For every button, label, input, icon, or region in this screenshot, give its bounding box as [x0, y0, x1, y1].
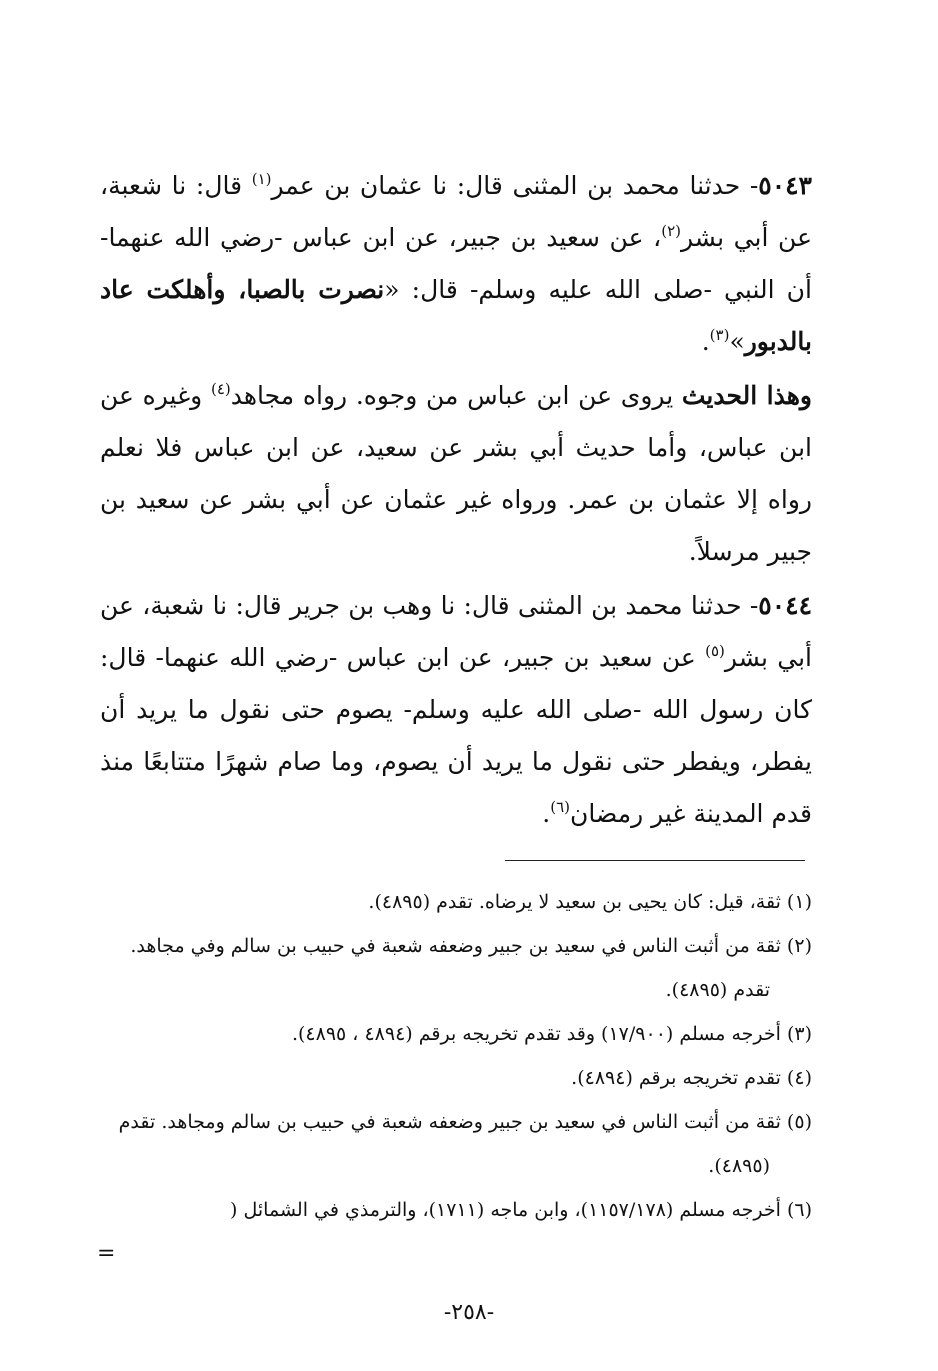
footnote-4: (٤) تقدم تخريجه برقم (٤٨٩٤).: [571, 1067, 812, 1089]
continued-mark: =: [97, 1241, 116, 1266]
footnote-ref[interactable]: (٣): [709, 326, 730, 344]
footnote-ref[interactable]: (٦): [550, 798, 571, 816]
commentary-text: وغيره عن ابن عباس، وأما حديث أبي بشر عن سعيد، عن ابن عباس فلا نعلم رواه إلا عثمان بن عمر. ورواه غير عثمان عن أبي بشر عن سعيد بن جبير مرسلاً.: [100, 381, 812, 566]
hadith-number: ٥٠٤٤: [758, 591, 812, 620]
footnote-ref[interactable]: (٤): [210, 380, 231, 398]
hadith-text: عن سعيد بن جبير، عن ابن عباس -رضي الله عنهما- قال: كان رسول الله -صلى الله عليه وسلم- يصوم حتى نقول ما يريد أن يفطر، ويفطر حتى نقول ما يريد أن يصوم، وما صام شهرًا متتابعًا منذ قدم المدينة غير رمضان: [100, 643, 812, 828]
hadith-5043: [100, 160, 812, 368]
hadith-5044: [100, 580, 812, 840]
footnote-1: (١) ثقة، قيل: كان يحيى بن سعيد لا يرضاه. تقدم (٤٨٩٥).: [368, 891, 812, 913]
hadith-text: ، عن سعيد بن جبير، عن ابن عباس -رضي الله عنهما- أن النبي -صلى الله عليه وسلم- قال: «: [100, 223, 812, 304]
footnote-separator: [505, 860, 805, 861]
commentary-lead: وهذا الحديث: [681, 381, 812, 410]
footnote-ref[interactable]: (٥): [705, 642, 725, 660]
hadith-number: ٥٠٤٣: [758, 171, 812, 200]
footnote-2: (٢) ثقة من أثبت الناس في سعيد بن جبير وضعفه شعبة في حبيب بن سالم وفي مجاهد. تقدم (٤٨٩٥).: [130, 935, 812, 1001]
hadith-text: .: [542, 799, 551, 828]
hadith-text: - حدثنا محمد بن المثنى قال: نا عثمان بن عمر: [271, 171, 759, 200]
page-number: -٢٥٨-: [443, 1300, 495, 1325]
footnotes: [100, 880, 812, 1232]
footnote-ref[interactable]: (١): [251, 170, 272, 188]
main-text: [100, 160, 812, 840]
hadith-matn-bold: نصرت بالصبا، وأهلكت عاد بالدبور: [100, 275, 812, 356]
hadith-text: - حدثنا محمد بن المثنى قال: نا وهب بن جرير قال: نا شعبة، عن أبي بشر: [100, 591, 812, 672]
footnote-ref[interactable]: (٢): [661, 222, 681, 240]
hadith-text: .: [701, 327, 710, 356]
commentary-text: يروى عن ابن عباس من وجوه. رواه مجاهد: [230, 381, 682, 410]
hadith-text: »: [729, 327, 745, 356]
hadith-text: قال: نا شعبة، عن أبي بشر: [100, 171, 812, 252]
footnote-5: (٥) ثقة من أثبت الناس في سعيد بن جبير وضعفه شعبة في حبيب بن سالم ومجاهد. تقدم (٤٨٩٥).: [118, 1111, 812, 1177]
commentary-paragraph: [100, 370, 812, 578]
footnote-3: (٣) أخرجه مسلم (١٧/٩٠٠) وقد تقدم تخريجه برقم (٤٨٩٤ ، ٤٨٩٥).: [291, 1023, 812, 1045]
footnote-6: (٦) أخرجه مسلم (١١٥٧/١٧٨)، وابن ماجه (١٧١١)، والترمذي في الشمائل (: [230, 1199, 812, 1221]
